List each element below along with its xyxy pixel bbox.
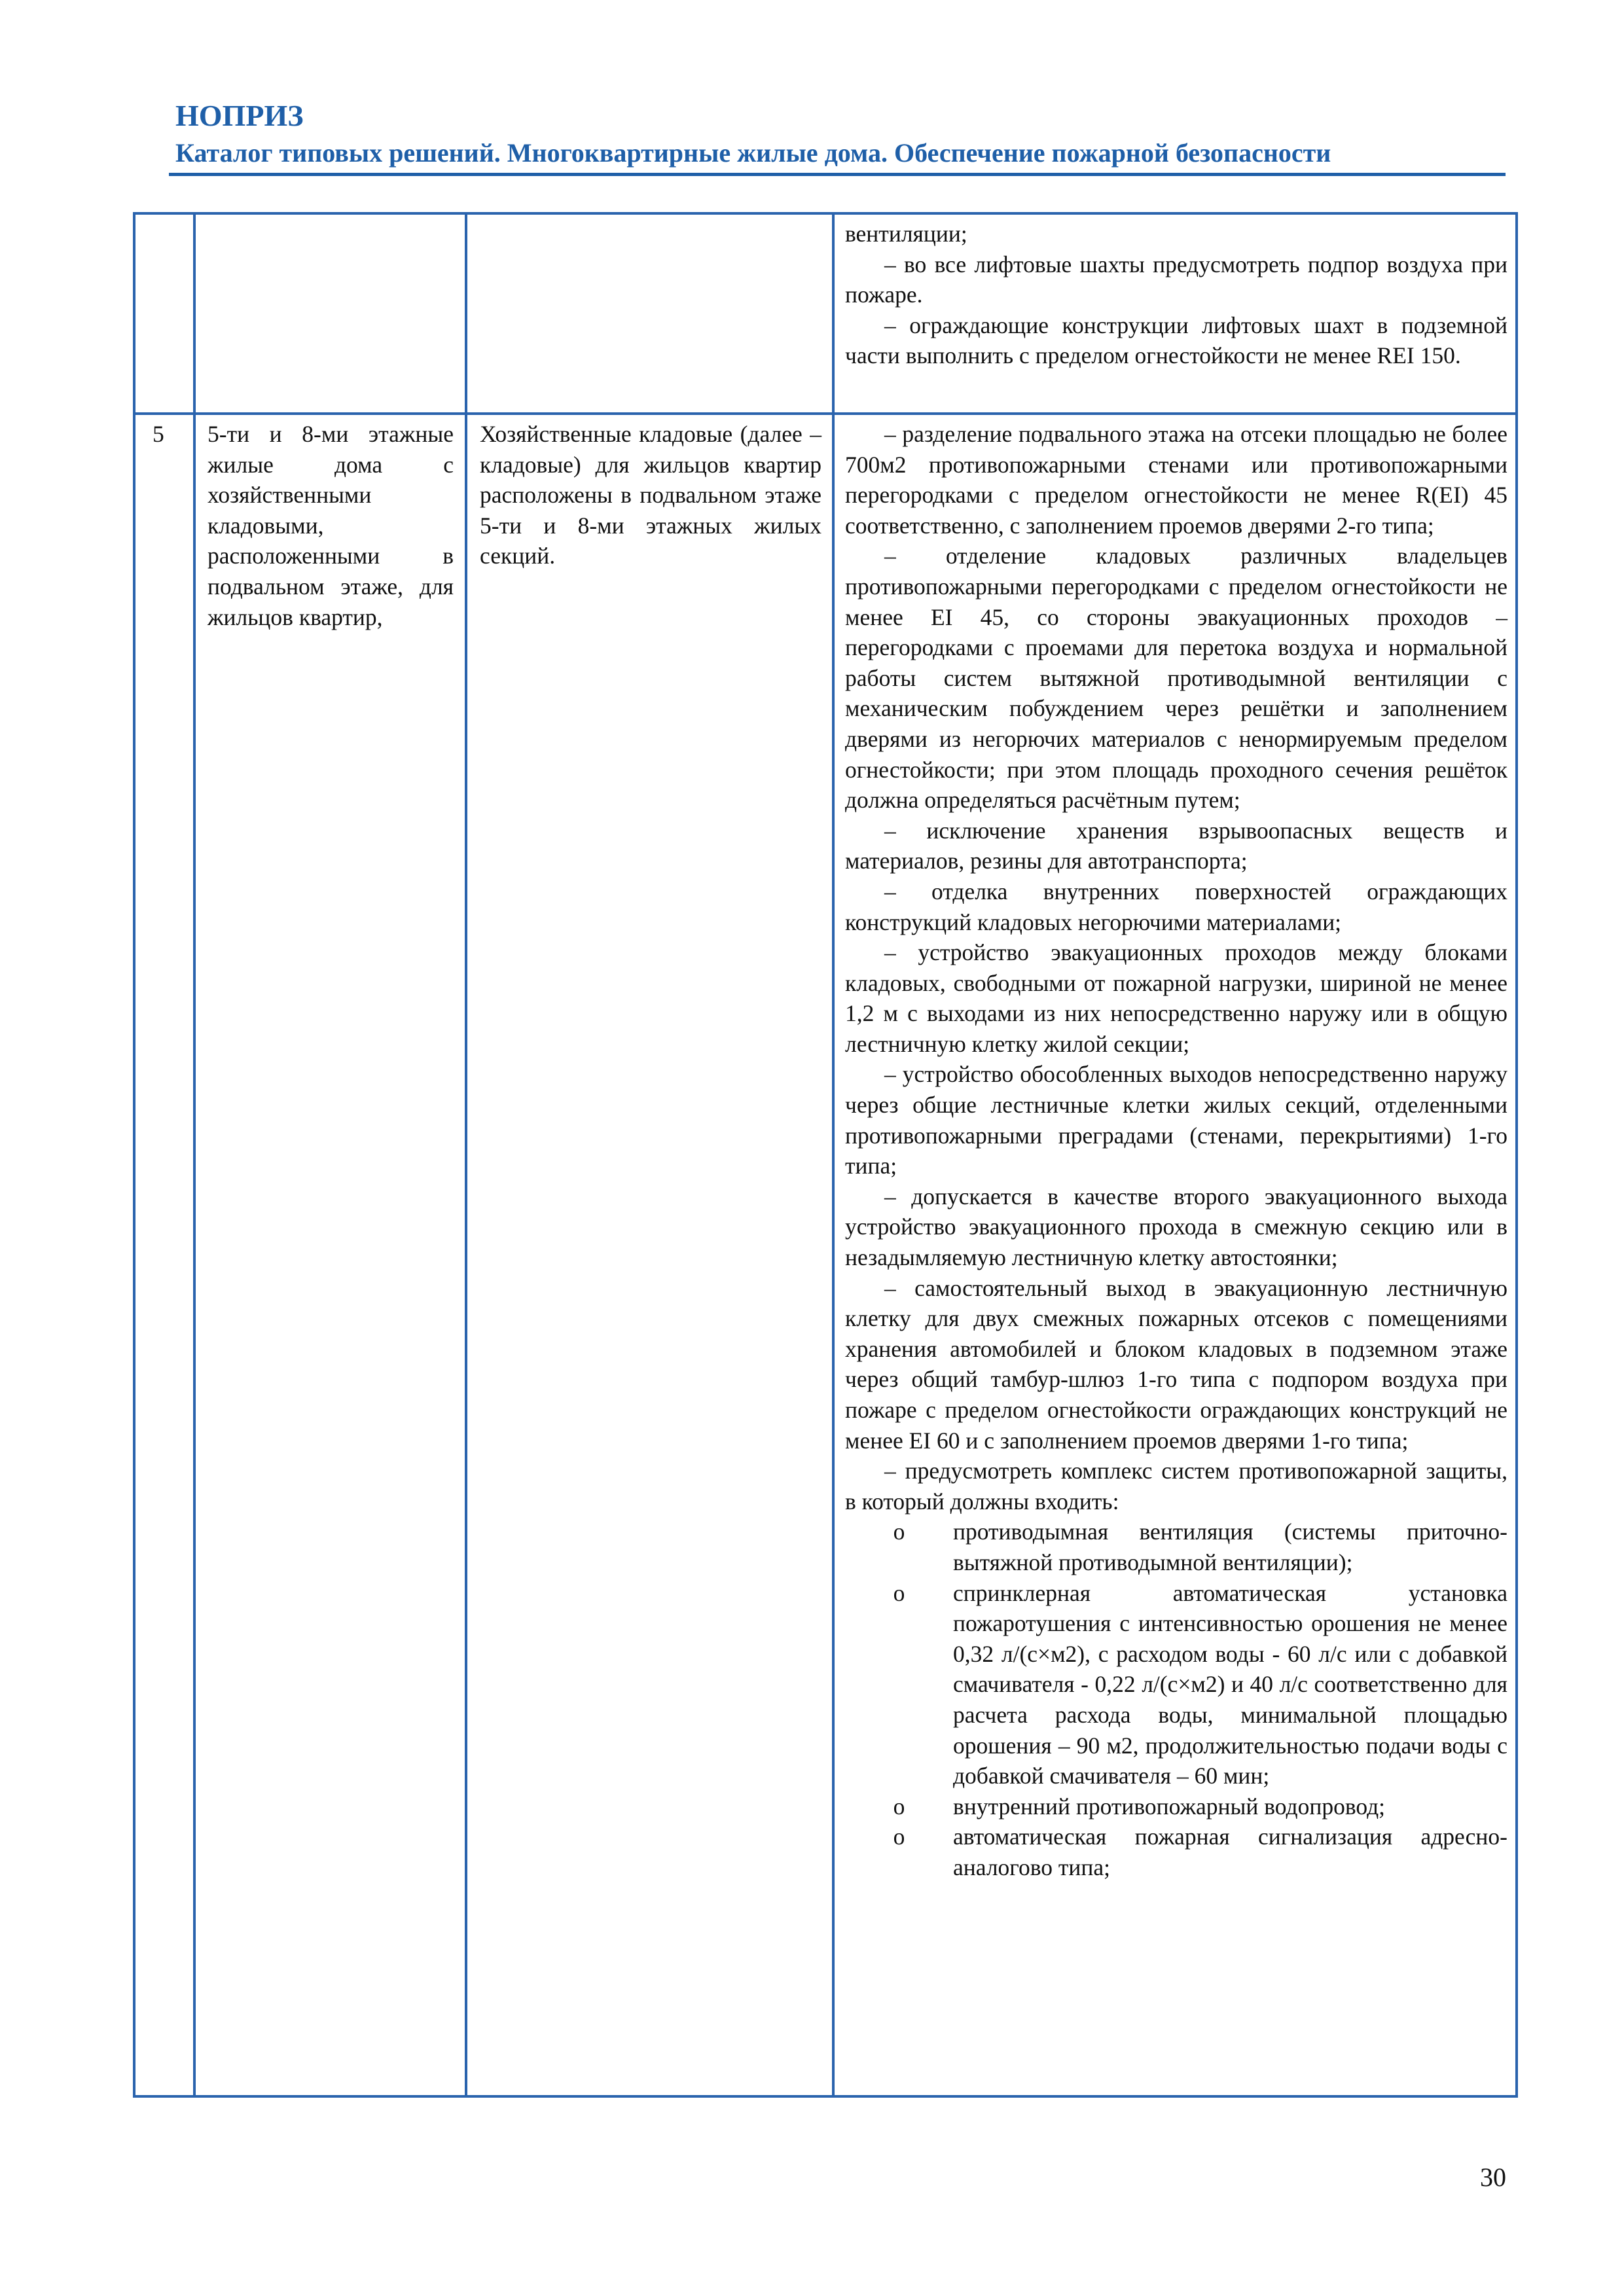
fire-safety-table bbox=[133, 212, 1518, 2098]
object-cell: 5-ти и 8-ми этажные жилые дома с хозяйственными кладовыми, расположенными в подвальном этаже, для жильцов квартир, bbox=[208, 421, 454, 630]
sub-item bbox=[845, 1821, 1507, 1882]
column-divider-3 bbox=[832, 215, 835, 2095]
description-cell: Хозяйственные кладовые (далее – кладовые) для жильцов квартир расположены в подвальном этаже 5-ти и 8-ми этажных жилых секций. bbox=[480, 421, 821, 569]
sub-item-text: автоматическая пожарная сигнализация адресно-аналогово типа; bbox=[953, 1823, 1507, 1880]
measure-item: – допускается в качестве второго эвакуационного выхода устройство эвакуационного прохода в смежную секцию или в незадымляемую лестничную клетку автостоянки; bbox=[845, 1183, 1507, 1271]
measure-line: вентиляции; bbox=[845, 221, 967, 247]
sub-item bbox=[845, 1516, 1507, 1577]
column-divider-2 bbox=[465, 215, 467, 2095]
bullet-icon: o bbox=[893, 1518, 905, 1545]
page-number: 30 bbox=[1480, 2162, 1506, 2192]
continued-measures-cell bbox=[845, 219, 1507, 371]
sub-item-text: противодымная вентиляция (системы приточно-вытяжной противодымной вентиляции); bbox=[953, 1518, 1507, 1575]
sub-item-text: внутренний противопожарный водопровод; bbox=[953, 1793, 1385, 1820]
row-divider bbox=[135, 412, 1515, 415]
sub-item bbox=[845, 1791, 1507, 1822]
measure-item: – ограждающие конструкции лифтовых шахт в подземной части выполнить с пределом огнестойкости не менее REI 150. bbox=[845, 312, 1507, 369]
measure-item: – во все лифтовые шахты предусмотреть подпор воздуха при пожаре. bbox=[845, 251, 1507, 308]
row-number: 5 bbox=[153, 421, 164, 447]
bullet-icon: o bbox=[893, 1793, 905, 1820]
measure-item: – устройство эвакуационных проходов между блоками кладовых, свободными от пожарной нагрузки, шириной не менее 1,2 м с выходами из них непосредственно наружу или в общую лестничную клетку жилой секции; bbox=[845, 939, 1507, 1057]
measure-item: – предусмотреть комплекс систем противопожарной защиты, в который должны входить: bbox=[845, 1458, 1507, 1515]
header-divider bbox=[169, 173, 1506, 176]
measure-item: – отделение кладовых различных владельцев противопожарными перегородками с пределом огнестойкости не менее EI 45, со стороны эвакуационных проходов – перегородками с проемами для перетока воздуха и нормальной работы систем вытяжной противодымной вентиляции с механическим побуждением через решётки и заполнением дверями из негорючих материалов с ненормируемым пределом огнестойкости; при этом площадь проходного сечения решёток должна определяться расчётным путем; bbox=[845, 543, 1507, 814]
measure-item: – разделение подвального этажа на отсеки площадью не более 700м2 противопожарными стенами или противопожарными перегородками с пределом огнестойкости не менее R(EI) 45 соответственно, с заполнением проемов дверями 2-го типа; bbox=[845, 421, 1507, 539]
header-title: НОПРИЗ bbox=[175, 99, 304, 132]
measure-item: – исключение хранения взрывоопасных веществ и материалов, резины для автотранспорта; bbox=[845, 817, 1507, 874]
column-divider-1 bbox=[193, 215, 196, 2095]
measures-cell bbox=[845, 419, 1507, 1883]
measure-item: – устройство обособленных выходов непосредственно наружу через общие лестничные клетки жилых секций, отделенными противопожарными преградами (стенами, перекрытиями) 1-го типа; bbox=[845, 1061, 1507, 1179]
bullet-icon: o bbox=[893, 1579, 905, 1606]
bullet-icon: o bbox=[893, 1823, 905, 1850]
sub-item bbox=[845, 1578, 1507, 1791]
measure-item: – отделка внутренних поверхностей ограждающих конструкций кладовых негорючими материалами; bbox=[845, 878, 1507, 935]
sub-item-text: спринклерная автоматическая установка пожаротушения с интенсивностью орошения не менее 0,32 л/(с×м2), с расходом воды - 60 л/с или с добавкой смачивателя - 0,22 л/(с×м2) и 40 л/с соответственно для расчета расхода воды, минимальной площадью орошения – 90 м2, продолжительностью подачи воды с добавкой смачивателя – 60 мин; bbox=[953, 1579, 1507, 1789]
header-subtitle: Каталог типовых решений. Многоквартирные жилые дома. Обеспечение пожарной безопасности bbox=[175, 138, 1331, 168]
measure-item: – самостоятельный выход в эвакуационную лестничную клетку для двух смежных пожарных отсеков с помещениями хранения автомобилей и блоком кладовых в подземном этаже через общий тамбур-шлюз 1-го типа с подпором воздуха при пожаре с пределом огнестойкости ограждающих конструкций не менее EI 60 и с заполнением проемов дверями 1-го типа; bbox=[845, 1274, 1507, 1454]
